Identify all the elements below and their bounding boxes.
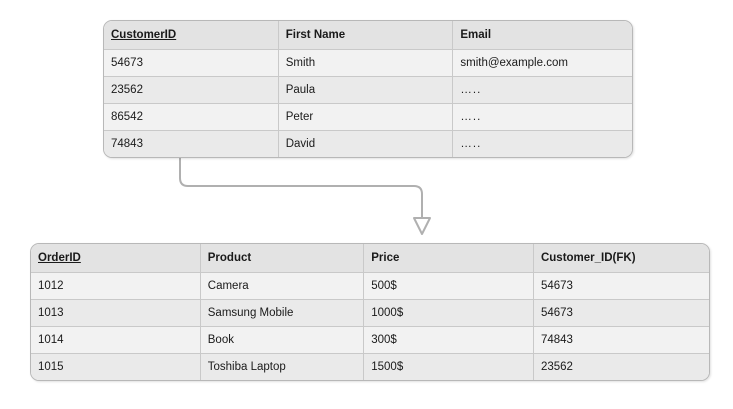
table-row	[104, 50, 632, 77]
cell-customerid: 54673	[104, 50, 278, 77]
cell-email: …..	[453, 104, 632, 131]
orders-table	[30, 243, 710, 381]
cell-customerid: 86542	[104, 104, 278, 131]
cell-email: smith@example.com	[453, 50, 632, 77]
cell-price: 300$	[364, 327, 534, 354]
cell-customerid: 74843	[104, 131, 278, 158]
table-row	[104, 77, 632, 104]
cell-orderid: 1013	[31, 300, 200, 327]
cell-orderid: 1015	[31, 354, 200, 381]
table-row	[31, 300, 709, 327]
table-header-row	[31, 244, 709, 273]
cell-orderid: 1014	[31, 327, 200, 354]
column-header-orderid: OrderID	[31, 244, 200, 273]
cell-first-name: Smith	[278, 50, 453, 77]
cell-customer-id-fk: 54673	[533, 300, 709, 327]
column-header-product: Product	[200, 244, 363, 273]
cell-price: 1500$	[364, 354, 534, 381]
cell-first-name: David	[278, 131, 453, 158]
cell-first-name: Peter	[278, 104, 453, 131]
column-header-customer-id-fk: Customer_ID(FK)	[533, 244, 709, 273]
customers-table	[103, 20, 633, 158]
table-row	[104, 131, 632, 158]
column-header-first-name: First Name	[278, 21, 453, 50]
cell-price: 1000$	[364, 300, 534, 327]
cell-price: 500$	[364, 273, 534, 300]
table-row	[31, 327, 709, 354]
cell-product: Camera	[200, 273, 363, 300]
table-row	[104, 104, 632, 131]
column-header-customerid: CustomerID	[104, 21, 278, 50]
customers-table-grid	[104, 21, 632, 157]
table-row	[31, 273, 709, 300]
orders-table-grid	[31, 244, 709, 380]
column-header-price: Price	[364, 244, 534, 273]
table-header-row	[104, 21, 632, 50]
cell-customer-id-fk: 23562	[533, 354, 709, 381]
cell-email: …..	[453, 131, 632, 158]
cell-product: Book	[200, 327, 363, 354]
cell-customer-id-fk: 54673	[533, 273, 709, 300]
cell-customer-id-fk: 74843	[533, 327, 709, 354]
column-header-email: Email	[453, 21, 632, 50]
cell-email: …..	[453, 77, 632, 104]
cell-customerid: 23562	[104, 77, 278, 104]
table-row	[31, 354, 709, 381]
cell-orderid: 1012	[31, 273, 200, 300]
cell-product: Toshiba Laptop	[200, 354, 363, 381]
cell-product: Samsung Mobile	[200, 300, 363, 327]
cell-first-name: Paula	[278, 77, 453, 104]
